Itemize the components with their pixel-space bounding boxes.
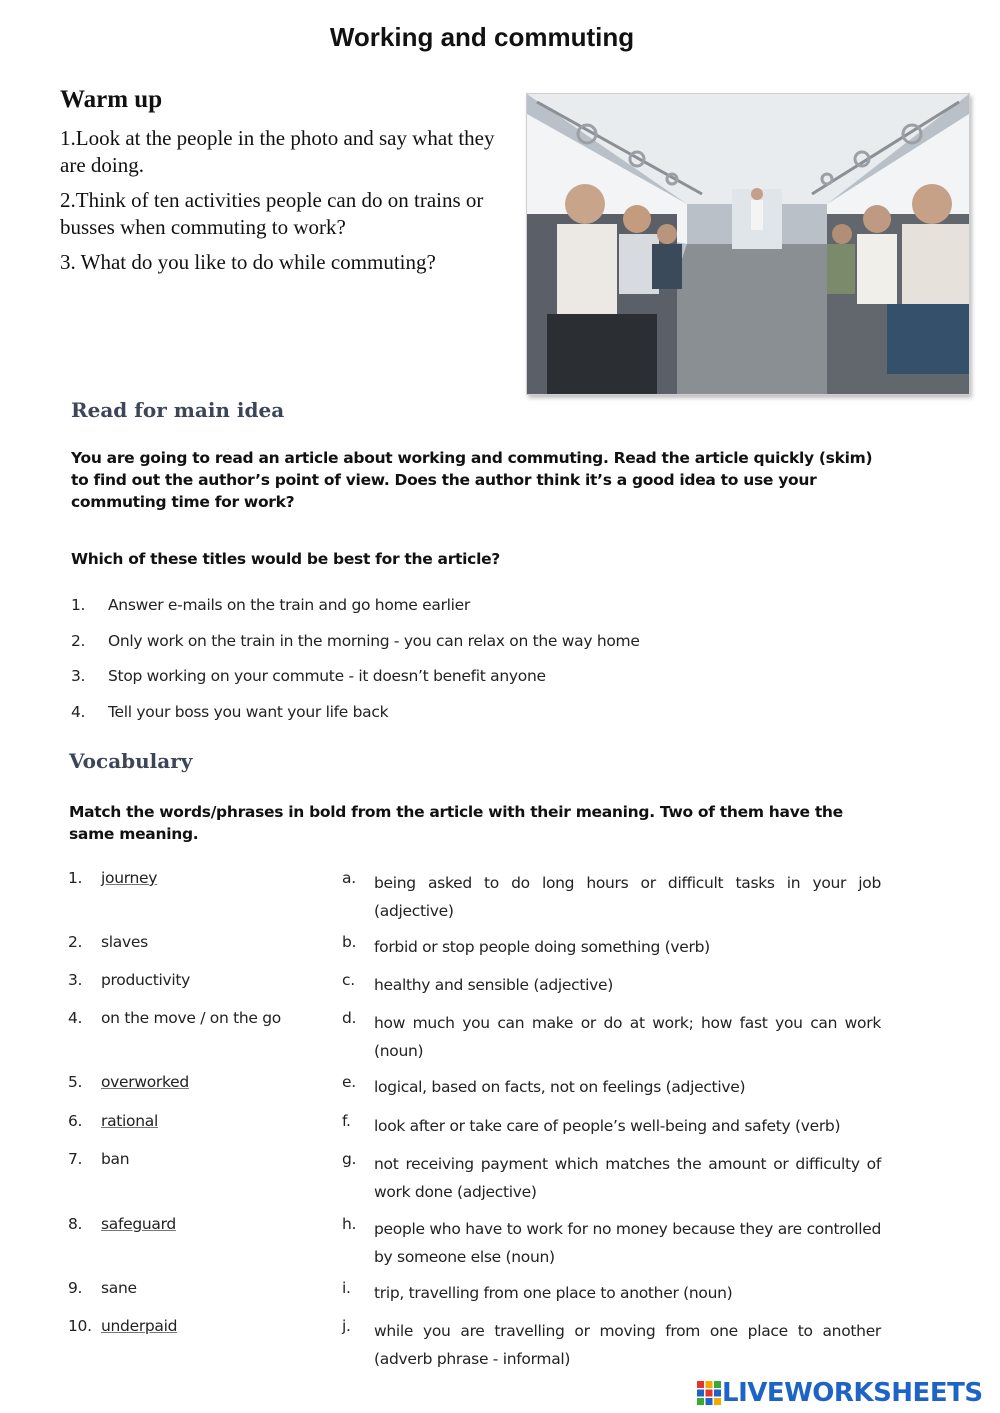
list-item: 1. Answer e-mails on the train and go home earlier [71,596,470,614]
list-item: 2. Only work on the train in the morning - you can relax on the way home [71,631,640,650]
read-main-idea-heading: Read for main idea [71,398,285,422]
title-options-list [71,596,640,738]
read-instruction: You are going to read an article about working and commuting. Read the article quickly (skim) to find out the author’s point of view. Does the author think it’s a good idea to use your commuting time for work? [71,449,873,511]
liveworksheets-logo-icon [696,1380,722,1406]
list-item: 3. Stop working on your commute - it doesn’t benefit anyone [71,667,546,685]
liveworksheets-logo[interactable] [696,1378,983,1408]
warm-up-question: 1.Look at the people in the photo and say what they are doing. [60,126,495,177]
liveworksheets-logo-text: LIVEWORKSHEETS [722,1378,983,1408]
vocabulary-heading: Vocabulary [69,749,193,773]
list-item: 4. Tell your boss you want your life back [71,702,389,721]
page-title: Working and commuting [329,22,635,52]
warm-up-question: 2.Think of ten activities people can do on trains or busses when commuting to work? [60,188,484,239]
warm-up-heading: Warm up [60,86,163,113]
warm-up-question: 3. What do you like to do while commuting? [60,250,436,274]
read-question: Which of these titles would be best for the article? [71,550,500,568]
commuter-train-photo [526,93,970,395]
vocabulary-instruction: Match the words/phrases in bold from the article with their meaning. Two of them have the same meaning. [69,803,843,843]
